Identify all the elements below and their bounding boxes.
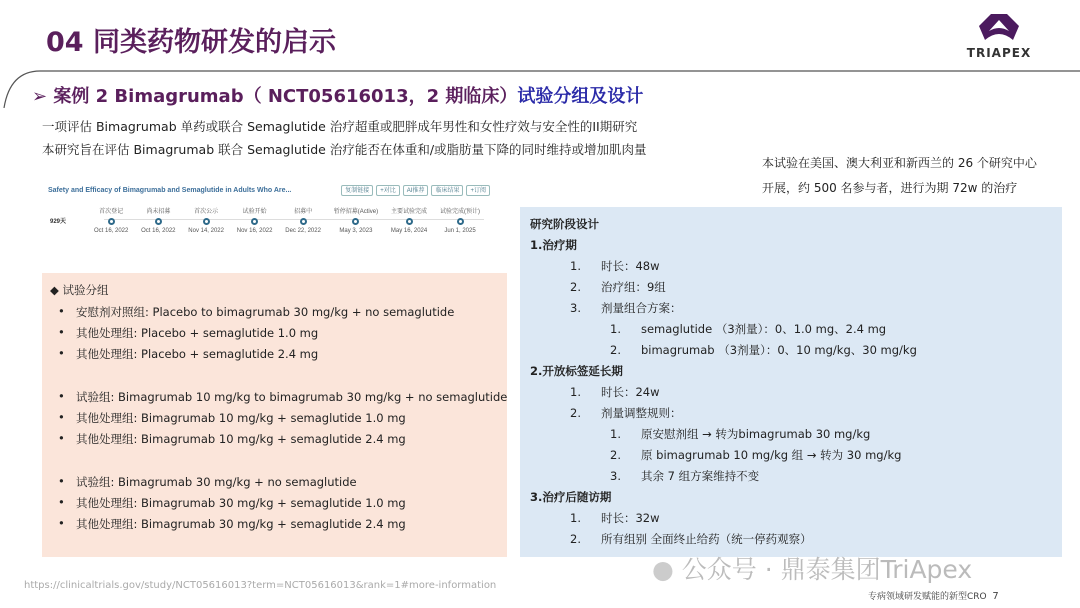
design-line: 3. 其余 7 组方案维持不变 xyxy=(610,469,760,483)
footer-tagline: 专病领域研发赋能的新型CRO 7 xyxy=(868,591,999,602)
node-label: 尚未招募 xyxy=(146,209,171,215)
node-marker xyxy=(251,218,258,225)
design-line: 2. 治疗组：9组 xyxy=(570,280,666,294)
group-item: • 其他处理组: Bimagrumab 30 mg/kg + semaglutide 2.4 mg xyxy=(58,516,406,531)
timeline-button[interactable]: +对比 xyxy=(376,185,400,196)
design-line: 1.治疗期 xyxy=(530,238,577,252)
intro-line: 一项评估 Bimagrumab 单药或联合 Semaglutide 治疗超重或肥胖成年男性和女性疗效与安全性的II期研究 xyxy=(42,119,638,134)
node-date: Oct 16, 2022 xyxy=(141,228,176,234)
triapex-logo xyxy=(962,14,1036,60)
timeline-node xyxy=(285,206,321,234)
node-label: 试验开始 xyxy=(242,209,267,215)
design-line: 3.治疗后随访期 xyxy=(530,490,612,504)
design-line: 1. 原安慰剂组 → 转为bimagrumab 30 mg/kg xyxy=(610,427,871,441)
node-date: Nov 16, 2022 xyxy=(236,228,273,234)
page-number: 7 xyxy=(992,591,999,602)
timeline-node xyxy=(188,206,224,234)
design-line: 2. 剂量调整规则： xyxy=(570,406,682,420)
node-label: 首次公示 xyxy=(194,209,219,215)
node-marker xyxy=(108,218,115,225)
design-line: 1. 时长：24w xyxy=(570,385,660,399)
timeline-button[interactable]: 临床结果 xyxy=(431,185,463,196)
design-line: 研究阶段设计 xyxy=(530,217,599,231)
timeline-button[interactable]: +订阅 xyxy=(466,185,490,196)
node-label: 暂停招募(Active) xyxy=(333,209,379,215)
group-item: • 其他处理组: Bimagrumab 30 mg/kg + semaglutide 1.0 mg xyxy=(58,495,406,510)
node-date: Jun 1, 2025 xyxy=(444,228,476,234)
node-date: May 3, 2023 xyxy=(339,228,373,234)
logo-icon xyxy=(979,14,1019,40)
node-marker xyxy=(155,218,162,225)
node-marker xyxy=(352,218,359,225)
node-marker xyxy=(406,218,413,225)
source-url[interactable]: https://clinicaltrials.gov/study/NCT05616013?term=NCT05616013&rank=1#more-information xyxy=(24,580,497,591)
wechat-icon: ● xyxy=(652,555,674,584)
design-line: 1. 时长：32w xyxy=(570,511,660,525)
group-item: • 其他处理组: Placebo + semaglutide 1.0 mg xyxy=(58,325,319,340)
days-count: 929天 xyxy=(50,219,67,225)
timeline-node xyxy=(141,206,175,234)
design-panel xyxy=(520,207,1062,557)
design-line: 3. 剂量组合方案： xyxy=(570,301,682,315)
timeline-button[interactable]: AI推荐 xyxy=(403,185,429,196)
group-item: • 其他处理组: Bimagrumab 10 mg/kg + semaglutide 1.0 mg xyxy=(58,410,406,425)
design-line: 1. semaglutide （3剂量）：0、1.0 mg、2.4 mg xyxy=(610,322,887,336)
timeline-title: Safety and Efficacy of Bimagrumab and Semaglutide in Adults Who Are... xyxy=(48,187,292,194)
page-title: 04 同类药物研发的启示 xyxy=(46,27,336,58)
design-line: 2. 原 bimagrumab 10 mg/kg 组 → 转为 30 mg/kg xyxy=(610,448,902,462)
intro-line: 本研究旨在评估 Bimagrumab 联合 Semaglutide 治疗能否在体重和/或脂肪量下降的同时维持或增加肌肉量 xyxy=(42,142,647,157)
site-note: 开展，约 500 名参与者，进行为期 72w 的治疗 xyxy=(762,181,1018,195)
node-label: 首次登记 xyxy=(99,209,124,215)
node-marker xyxy=(203,218,210,225)
timeline-node xyxy=(237,206,273,234)
trial-timeline-image xyxy=(44,182,494,244)
node-date: Nov 14, 2022 xyxy=(188,228,224,234)
group-item: • 其他处理组: Bimagrumab 10 mg/kg + semaglutide 2.4 mg xyxy=(58,431,406,446)
node-label: 招募中 xyxy=(294,209,313,215)
group-item: • 安慰剂对照组: Placebo to bimagrumab 30 mg/kg + no semaglutide xyxy=(58,304,455,319)
group-item: • 试验组: Bimagrumab 30 mg/kg + no semaglutide xyxy=(58,474,357,489)
site-note: 本试验在美国、澳大利亚和新西兰的 26 个研究中心 xyxy=(762,156,1037,170)
node-label: 主要试验完成 xyxy=(391,209,428,215)
timeline-node xyxy=(440,206,480,234)
logo-text: TRIAPEX xyxy=(966,46,1032,60)
groups-panel xyxy=(42,273,507,557)
group-item: • 试验组: Bimagrumab 10 mg/kg to bimagrumab 30 mg/kg + no semaglutide xyxy=(58,389,508,404)
timeline-node xyxy=(94,206,128,234)
timeline-button[interactable]: 复制链接 xyxy=(341,185,373,196)
design-line: 1. 时长：48w xyxy=(570,259,660,273)
group-item: • 其他处理组: Placebo + semaglutide 2.4 mg xyxy=(58,346,319,361)
node-marker xyxy=(457,218,464,225)
groups-heading: ◆ 试验分组 xyxy=(50,283,109,297)
node-marker xyxy=(300,218,307,225)
timeline-node xyxy=(334,206,378,234)
node-date: Oct 16, 2022 xyxy=(94,228,129,234)
design-line: 2.开放标签延长期 xyxy=(530,364,623,378)
node-date: Dec 22, 2022 xyxy=(285,228,321,234)
node-date: May 16, 2024 xyxy=(390,228,428,234)
design-line: 2. 所有组别 全面终止给药（统一停药观察） xyxy=(570,532,812,546)
watermark: ● 公众号 · 鼎泰集团TriApex xyxy=(652,555,973,584)
timeline-node xyxy=(391,206,427,234)
design-line: 2. bimagrumab （3剂量）：0、10 mg/kg、30 mg/kg xyxy=(610,343,917,357)
node-label: 试验完成(预计) xyxy=(440,209,480,215)
case-heading: ➢ 案例 2 Bimagrumab（ NCT05616013，2 期临床）试验分组及设计 xyxy=(32,86,644,107)
